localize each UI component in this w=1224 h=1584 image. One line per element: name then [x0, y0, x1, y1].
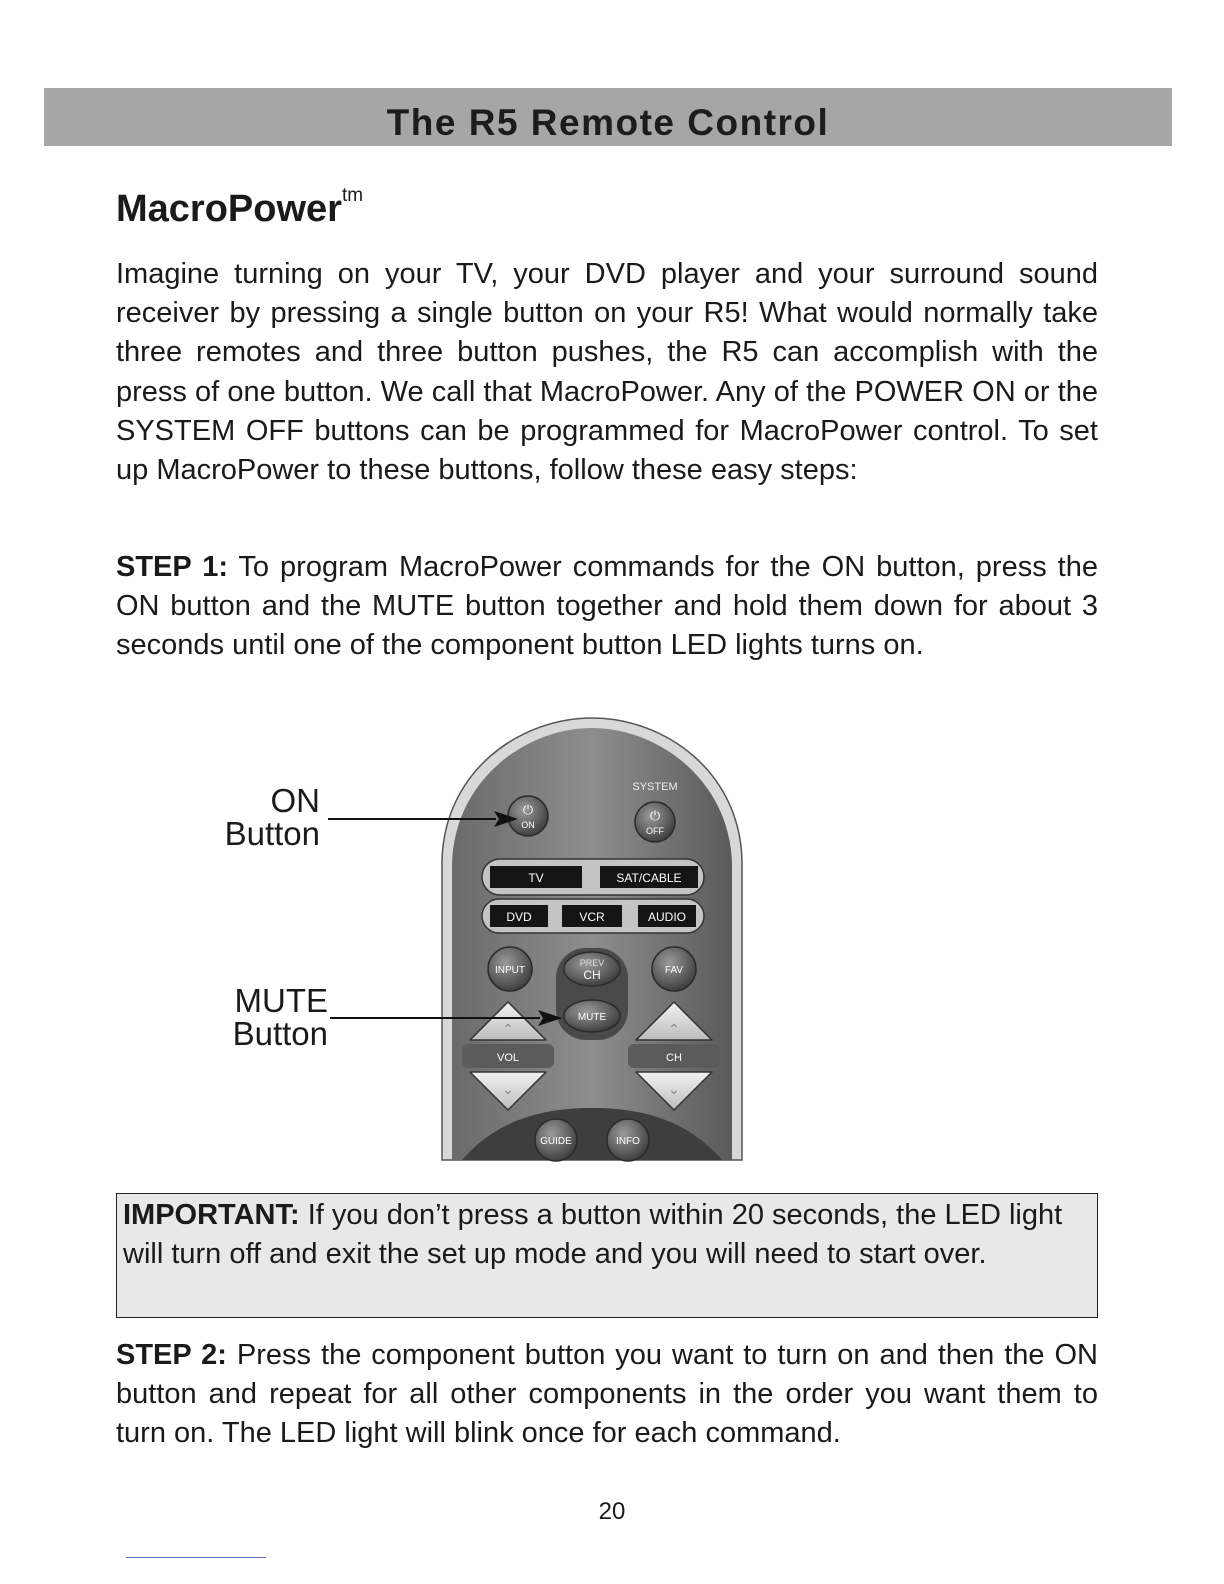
- remote-on-button: [508, 796, 548, 836]
- section-title-text: MacroPower: [116, 188, 342, 230]
- step1-label: STEP 1:: [116, 551, 228, 583]
- remote-input-label: INPUT: [495, 965, 525, 976]
- step1-paragraph: [116, 548, 1098, 666]
- power-icon: ⏻: [522, 802, 534, 817]
- remote-guide-label: GUIDE: [540, 1136, 572, 1147]
- chevron-down-icon: ⌄: [668, 1081, 680, 1097]
- mute-callout-line2: Button: [232, 1015, 328, 1052]
- remote-prev-ch-button: [564, 952, 620, 986]
- remote-off-label: OFF: [646, 826, 664, 836]
- remote-sat-cable-label: SAT/CABLE: [616, 871, 682, 885]
- remote-vcr-label: VCR: [579, 910, 605, 924]
- remote-prev-label: PREV: [579, 958, 605, 968]
- remote-fav-button: [652, 947, 696, 991]
- chevron-up-icon: ⌃: [502, 1021, 514, 1037]
- on-callout-line2: Button: [224, 815, 320, 852]
- remote-info-button: [607, 1119, 649, 1161]
- remote-illustration: [200, 716, 760, 1166]
- step2-label: STEP 2:: [116, 1339, 227, 1371]
- important-text: If you don’t press a button within 20 seconds, the LED light will turn off and exit the set up mode and you will need to start over.: [123, 1199, 1063, 1271]
- section-title: [116, 185, 364, 231]
- page-header-title: The R5 Remote Control: [386, 102, 830, 143]
- step2-paragraph: [116, 1336, 1098, 1454]
- remote-system-label: SYSTEM: [632, 781, 678, 793]
- mute-callout-line1: MUTE: [234, 982, 328, 1019]
- chevron-up-icon: ⌃: [668, 1021, 680, 1037]
- step2-text: Press the component button you want to turn on and then the ON button and repeat for all other components in the order you want them to turn on. The LED light will blink once for each command.: [116, 1339, 1099, 1450]
- remote-ch-label: CH: [666, 1052, 682, 1064]
- trademark-mark: tm: [341, 185, 364, 207]
- important-note: [116, 1193, 1098, 1318]
- remote-vol-label: VOL: [496, 1052, 520, 1064]
- remote-figure: [200, 716, 760, 1166]
- remote-mute-label: MUTE: [577, 1012, 607, 1023]
- remote-tv-label: TV: [528, 871, 544, 885]
- remote-info-label: INFO: [616, 1136, 640, 1147]
- important-label: IMPORTANT:: [123, 1199, 300, 1231]
- remote-mute-button: [564, 1000, 620, 1032]
- remote-dvd-label: DVD: [506, 910, 532, 924]
- chevron-down-icon: ⌄: [502, 1081, 514, 1097]
- on-callout-line1: ON: [270, 782, 320, 819]
- remote-audio-label: AUDIO: [647, 910, 687, 924]
- step1-text: To program MacroPower commands for the ON button, press the ON button and the MUTE button together and hold them down for about 3 seconds until one of the component button LED lights turns on.: [116, 551, 1098, 662]
- remote-on-label: ON: [521, 820, 535, 830]
- remote-off-button: [635, 802, 675, 842]
- footer-rule: [126, 1557, 266, 1558]
- header-bar: [44, 88, 1172, 146]
- page-number: 20: [598, 1498, 626, 1525]
- intro-paragraph: Imagine turning on your TV, your DVD player and your surround sound receiver by pressing a single button on your R5! What would normally take three remotes and three button pushes, the R5 can accomplish with the press of one button. We call that MacroPower. Any of the POWER ON or the SYSTEM OFF buttons can be programmed for MacroPower control. To set up MacroPower to these buttons, follow these easy steps:: [116, 258, 1098, 487]
- remote-prev-ch-label: CH: [583, 968, 601, 982]
- remote-guide-button: [535, 1119, 577, 1161]
- power-icon: ⏻: [649, 808, 661, 823]
- remote-fav-label: FAV: [664, 965, 684, 976]
- remote-input-button: [488, 947, 532, 991]
